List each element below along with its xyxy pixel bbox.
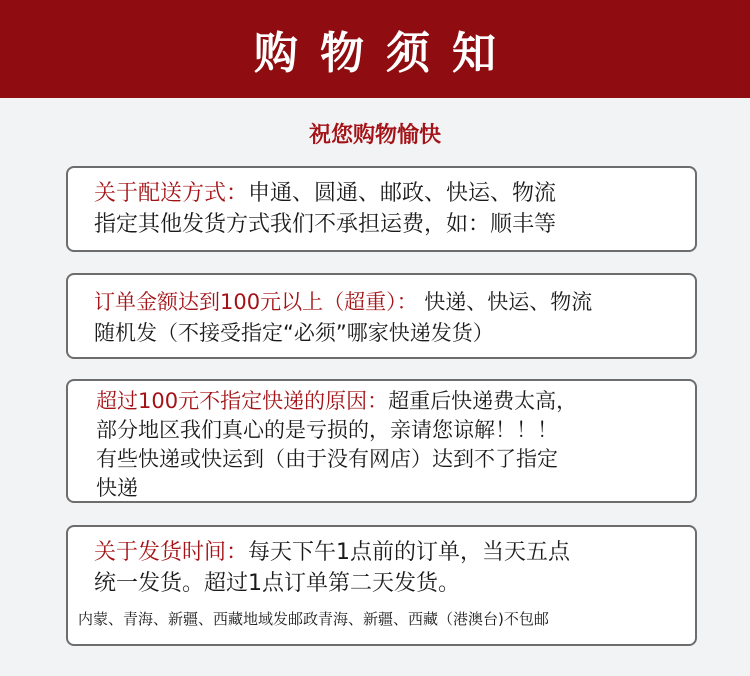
notice-line: 指定其他发货方式我们不承担运费，如：顺丰等 xyxy=(94,212,557,237)
region-note: 内蒙、青海、新疆、西藏地域发邮政青海、新疆、西藏（港澳台)不包邮 xyxy=(78,610,549,628)
notice-text: 每天下午1点前的订单，当天五点 xyxy=(248,540,571,565)
notice-line xyxy=(94,178,669,209)
notice-over-100 xyxy=(66,273,697,359)
header-banner xyxy=(0,0,750,98)
notice-line xyxy=(94,287,669,318)
notice-line: 部分地区我们真心的是亏损的，亲请您谅解！！！ xyxy=(96,418,558,442)
notice-text: 申通、圆通、邮政、快运、物流 xyxy=(248,181,557,206)
notice-label: 关于配送方式： xyxy=(94,181,249,206)
notice-label: 订单金额达到100元以上（超重）： xyxy=(94,290,418,314)
notice-label: 关于发货时间： xyxy=(94,540,249,565)
notice-line xyxy=(96,387,675,416)
notice-shipping-time xyxy=(66,525,697,646)
subtitle: 祝您购物愉快 xyxy=(308,122,441,148)
notice-line: 随机发（不接受指定“必须”哪家快递发货） xyxy=(94,321,494,345)
notice-shipping-method xyxy=(66,166,697,252)
page-title: 购物须知 xyxy=(254,28,518,79)
notice-text: 快递、快运、物流 xyxy=(417,290,593,314)
notice-line: 快递 xyxy=(96,476,138,500)
notice-text: 超重后快递费太高， xyxy=(388,389,578,413)
notice-label: 超过100元不指定快递的原因： xyxy=(96,389,389,413)
notice-line: 统一发货。超过1点订单第二天发货。 xyxy=(94,571,460,596)
notice-line: 有些快递或快运到（由于没有网店）达到不了指定 xyxy=(96,447,558,471)
notice-line xyxy=(94,537,669,568)
notice-reason xyxy=(66,379,697,503)
